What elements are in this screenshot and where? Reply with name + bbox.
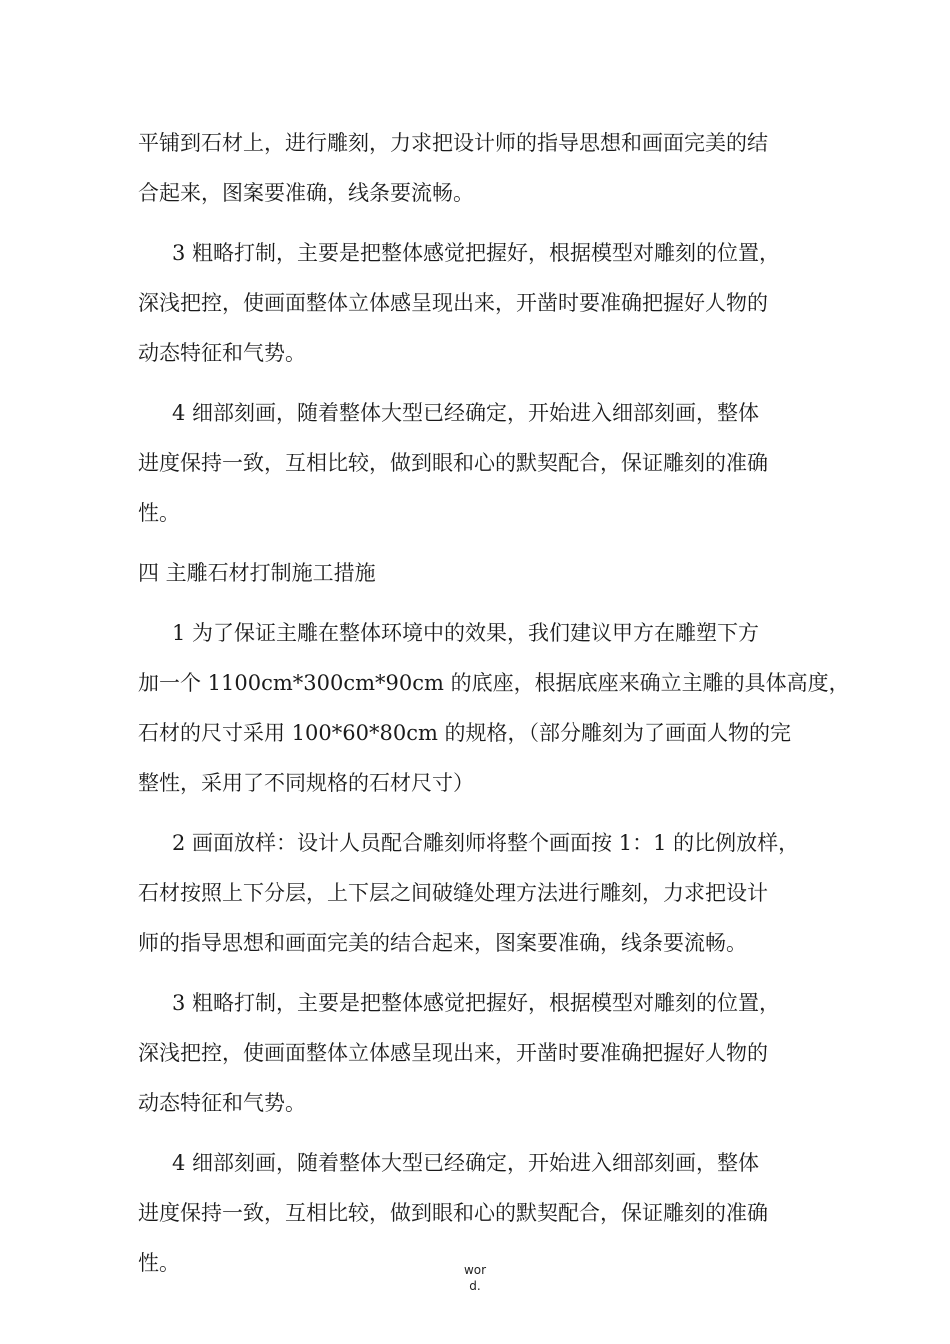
document-body [138,118,850,1298]
text-line: 性。 [138,501,180,525]
paragraph [138,608,850,808]
text-line: 平铺到石材上，进行雕刻，力求把设计师的指导思想和画面完美的结 [138,131,768,155]
text-line: 整性，采用了不同规格的石材尺寸） [138,771,474,795]
text-line: 性。 [138,1251,180,1275]
paragraph [138,118,828,218]
text-line: 进度保持一致，互相比较，做到眼和心的默契配合，保证雕刻的准确 [138,1201,768,1225]
text-line: 4 细部刻画，随着整体大型已经确定，开始进入细部刻画，整体 [172,401,760,425]
text-line: 动态特征和气势。 [138,1091,306,1115]
text-line: 石材按照上下分层，上下层之间破缝处理方法进行雕刻，力求把设计 [138,881,768,905]
text-line: 加一个 1100cm*300cm*90cm 的底座，根据底座来确立主雕的具体高度， [138,671,850,695]
text-line: 4 细部刻画，随着整体大型已经确定，开始进入细部刻画，整体 [172,1151,760,1175]
paragraph [138,978,828,1128]
text-line: 进度保持一致，互相比较，做到眼和心的默契配合，保证雕刻的准确 [138,451,768,475]
text-line: 动态特征和气势。 [138,341,306,365]
text-line: 2 画面放样：设计人员配合雕刻师将整个画面按 1：1 的比例放样， [172,831,800,855]
page-footer [0,1262,950,1294]
footer-text-line-1: wor [463,1263,487,1277]
paragraph [138,388,828,538]
text-line: 深浅把控，使画面整体立体感呈现出来，开凿时要准确把握好人物的 [138,291,768,315]
text-line: 深浅把控，使画面整体立体感呈现出来，开凿时要准确把握好人物的 [138,1041,768,1065]
paragraph [138,228,828,378]
text-line: 3 粗略打制，主要是把整体感觉把握好，根据模型对雕刻的位置， [172,991,781,1015]
text-line: 石材的尺寸采用 100*60*80cm 的规格，（部分雕刻为了画面人物的完 [138,721,792,745]
paragraph [138,818,828,968]
footer-text-line-2: d. [469,1279,481,1293]
text-line: 3 粗略打制，主要是把整体感觉把握好，根据模型对雕刻的位置， [172,241,781,265]
text-line: 师的指导思想和画面完美的结合起来，图案要准确，线条要流畅。 [138,931,747,955]
text-line: 合起来，图案要准确，线条要流畅。 [138,181,474,205]
heading-text: 四 主雕石材打制施工措施 [138,561,376,585]
section-heading [138,548,828,598]
text-line: 1 为了保证主雕在整体环境中的效果，我们建议甲方在雕塑下方 [172,621,760,645]
